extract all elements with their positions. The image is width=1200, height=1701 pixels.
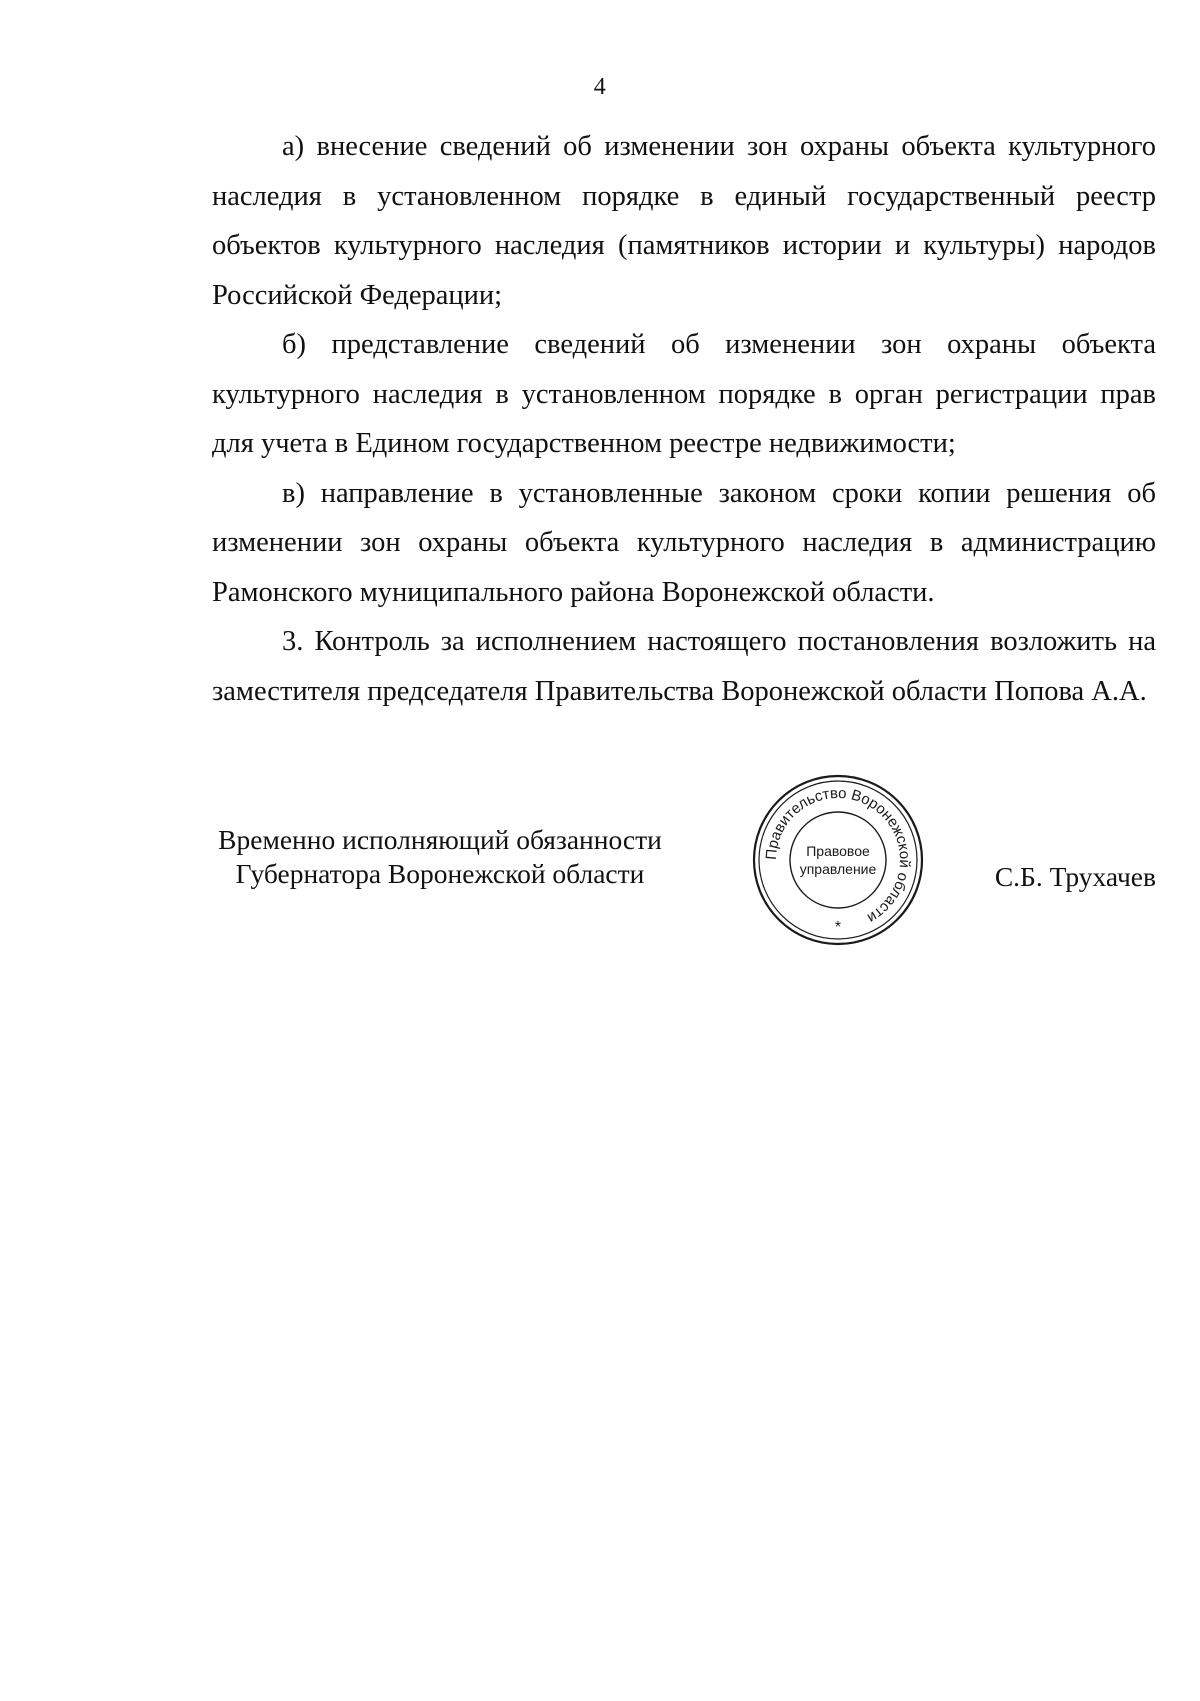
signer-title-line1: Временно исполняющий обязанности	[218, 824, 662, 855]
document-body	[212, 122, 1156, 716]
paragraph-3: 3. Контроль за исполнением настоящего постановления возложить на заместителя председателя Правительства Воронежской области Попова А.А.	[212, 626, 1156, 707]
paragraph-v: в) направление в установленные законом сроки копии решения об изменении зон охраны объекта культурного наследия в администрацию Рамонского муниципального района Воронежской области.	[212, 477, 1156, 608]
seal-center-line1: Правовое	[806, 843, 870, 859]
page-number: 4	[593, 74, 607, 100]
seal-center-line2: управление	[799, 861, 877, 877]
official-seal	[750, 772, 926, 948]
paragraph-b: б) представление сведений об изменении зон охраны объекта культурного наследия в установленном порядке в орган регистрации прав для учета в Едином государственном реестре недвижимости;	[212, 329, 1156, 459]
seal-ring-text: Правительство Воронежской области	[762, 784, 914, 927]
signer-name: С.Б. Трухачев	[994, 861, 1156, 892]
signature-block	[212, 784, 1156, 963]
seal-star: *	[834, 919, 842, 936]
paragraph-a: а) внесение сведений об изменении зон охраны объекта культурного наследия в установленном порядке в единый государственный реестр объектов культурного наследия (памятников истории и культуры) народов Российской Федерации;	[212, 131, 1156, 311]
signer-title	[212, 823, 668, 891]
signer-title-line2: Губернатора Воронежской области	[235, 858, 645, 889]
